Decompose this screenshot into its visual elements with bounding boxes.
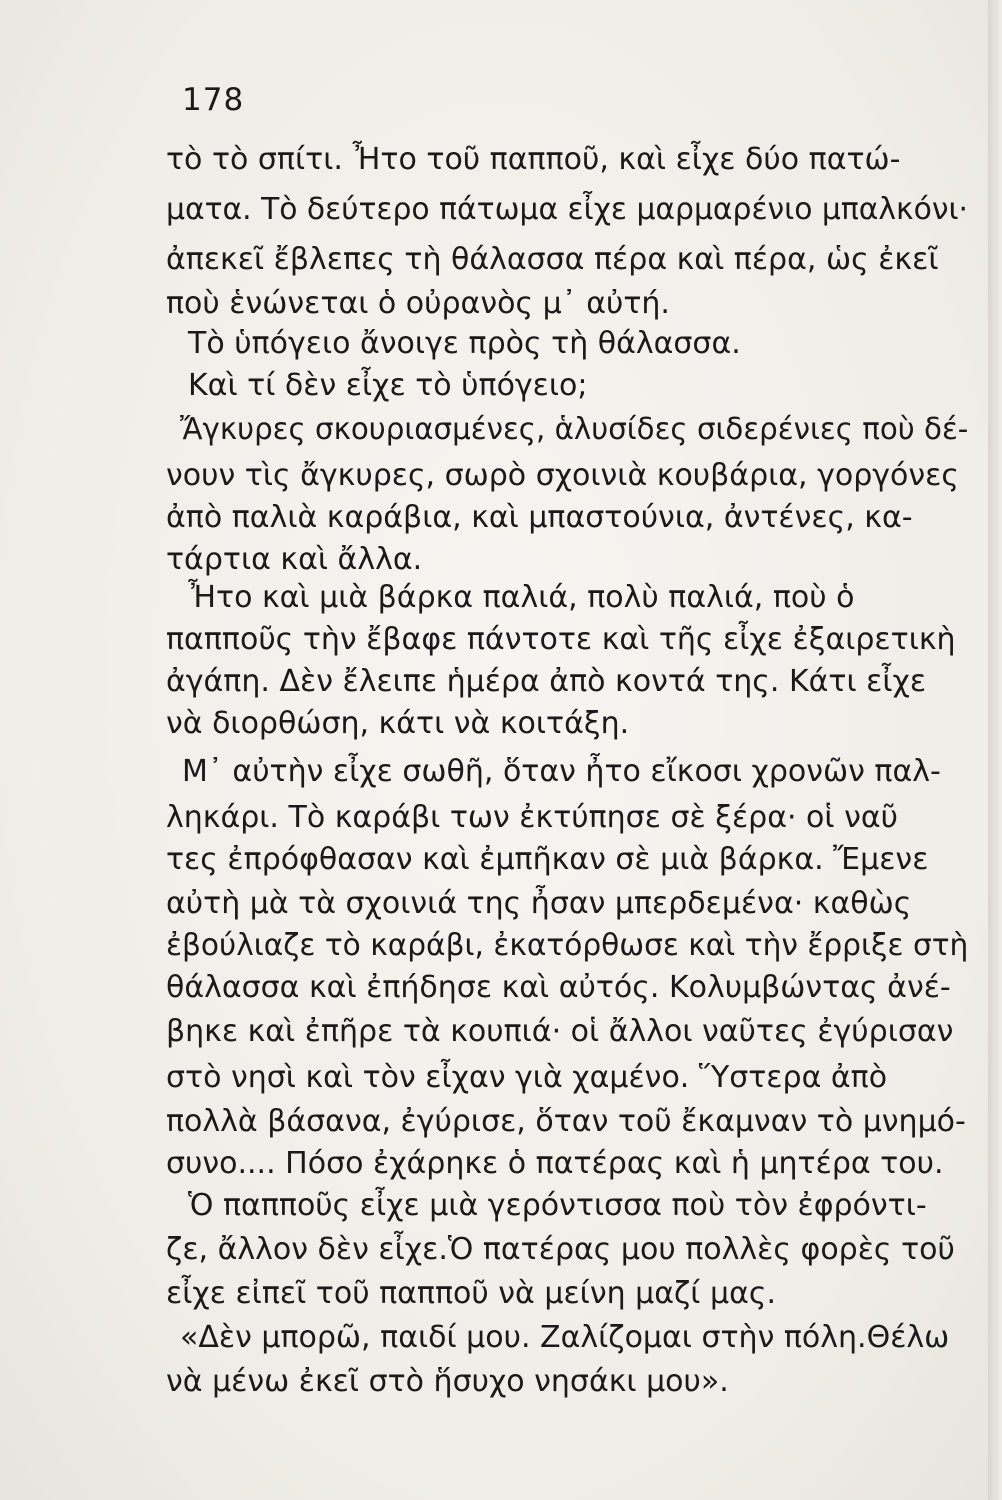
text-line-25: Ὁ παπποῦς εἶχε μιὰ γερόντισσα ποὺ τὸν ἐφρόντι-: [188, 1188, 927, 1223]
text-line-15: Μ᾽ αὐτὴν εἶχε σωθῆ, ὅταν ἦτο εἴκοσι χρονῶν παλ-: [182, 754, 941, 789]
text-line-17: τες ἐπρόφθασαν καὶ ἐμπῆκαν σὲ μιὰ βάρκα. Ἔμενε: [166, 842, 929, 877]
text-line-18: αὐτὴ μὰ τὰ σχοινιά της ἦσαν μπερδεμένα· καθὼς: [166, 886, 912, 921]
text-line-29: νὰ μένω ἐκεῖ στὸ ἥσυχο νησάκι μου».: [166, 1364, 729, 1399]
text-line-20: θάλασσα καὶ ἐπήδησε καὶ αὐτός. Κολυμβώντας ἀνέ-: [166, 970, 951, 1005]
text-line-23: πολλὰ βάσανα, ἐγύρισε, ὅταν τοῦ ἔκαμναν τὸ μνημό-: [166, 1104, 966, 1139]
text-line-7: Ἄγκυρες σκουριασμένες, ἁλυσίδες σιδερένιες ποὺ δέ-: [180, 412, 969, 447]
text-line-13: ἀγάπη. Δὲν ἔλειπε ἡμέρα ἀπὸ κοντά της. Κάτι εἶχε: [166, 664, 927, 699]
text-line-4: ποὺ ἑνώνεται ὁ οὐρανὸς μ᾽ αὐτή.: [166, 286, 670, 321]
text-line-6: Καὶ τί δὲν εἶχε τὸ ὑπόγειο;: [188, 368, 588, 403]
text-line-9: ἀπὸ παλιὰ καράβια, καὶ μπαστούνια, ἀντένες, κα-: [166, 500, 913, 535]
text-line-1: τὸ τὸ σπίτι. Ἦτο τοῦ παπποῦ, καὶ εἶχε δύο πατώ-: [166, 142, 901, 177]
text-line-28: «Δὲν μπορῶ, παιδί μου. Ζαλίζομαι στὴν πόλη.Θέλω: [180, 1320, 950, 1355]
text-line-3: ἀπεκεῖ ἔβλεπες τὴ θάλασσα πέρα καὶ πέρα, ὡς ἐκεῖ: [166, 242, 939, 277]
text-line-22: στὸ νησὶ καὶ τὸν εἶχαν γιὰ χαμένο. Ὕστερα ἀπὸ: [166, 1060, 888, 1095]
text-line-24: συνο.... Πόσο ἐχάρηκε ὁ πατέρας καὶ ἡ μητέρα του.: [166, 1146, 944, 1181]
text-line-19: ἐβούλιαζε τὸ καράβι, ἐκατόρθωσε καὶ τὴν ἔρριξε στὴ: [166, 928, 969, 963]
text-line-10: τάρτια καὶ ἄλλα.: [166, 542, 423, 577]
text-line-14: νὰ διορθώση, κάτι νὰ κοιτάξη.: [166, 706, 630, 741]
text-line-11: Ἦτο καὶ μιὰ βάρκα παλιά, πολὺ παλιά, ποὺ ὁ: [188, 580, 855, 615]
page-number: 178: [182, 82, 245, 118]
text-line-5: Τὸ ὑπόγειο ἄνοιγε πρὸς τὴ θάλασσα.: [188, 326, 741, 361]
page-edge-shadow: [988, 0, 1002, 1500]
text-line-16: ληκάρι. Τὸ καράβι των ἐκτύπησε σὲ ξέρα· οἱ ναῦ: [166, 800, 898, 835]
text-line-26: ζε, ἄλλον δὲν εἶχε.Ὁ πατέρας μου πολλὲς φορὲς τοῦ: [166, 1232, 955, 1267]
text-line-21: βηκε καὶ ἐπῆρε τὰ κουπιά· οἱ ἄλλοι ναῦτες ἐγύρισαν: [166, 1014, 954, 1049]
text-line-2: ματα. Τὸ δεύτερο πάτωμα εἶχε μαρμαρένιο μπαλκόνι·: [166, 192, 969, 227]
text-line-27: εἶχε εἰπεῖ τοῦ παπποῦ νὰ μείνη μαζί μας.: [166, 1276, 777, 1311]
text-line-8: νουν τὶς ἄγκυρες, σωρὸ σχοινιὰ κουβάρια, γοργόνες: [166, 458, 959, 493]
text-line-12: παπποῦς τὴν ἔβαφε πάντοτε καὶ τῆς εἶχε ἐξαιρετικὴ: [166, 622, 956, 657]
